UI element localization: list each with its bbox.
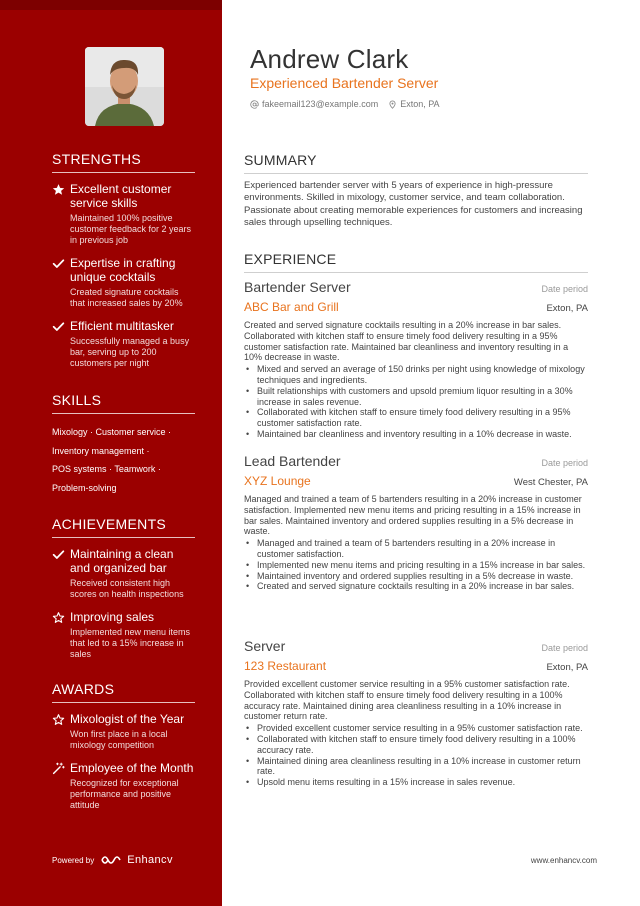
- job-bullets: [244, 538, 588, 592]
- strengths-title: STRENGTHS: [52, 151, 195, 173]
- company-name: ABC Bar and Grill: [244, 300, 339, 314]
- star-outline-icon: [52, 713, 65, 726]
- job-entry: [244, 279, 588, 440]
- star-icon: [52, 183, 65, 196]
- job-bullet: • Built relationships with customers and upsold premium liquor resulting in a 30% increase in sales revenue.: [244, 386, 588, 408]
- job-entry: [244, 638, 588, 788]
- strengths-section: [52, 151, 195, 379]
- contact-location: Exton, PA: [400, 99, 440, 109]
- skills-line: Inventory management ·: [52, 445, 150, 456]
- contact-row: [250, 99, 440, 109]
- strength-title: Expertise in crafting unique cocktails: [70, 256, 176, 284]
- powered-by-label: Powered by: [52, 855, 95, 865]
- job-bullet: • Managed and trained a team of 5 bartenders resulting in a 20% increase in customer satisfaction.: [244, 538, 588, 560]
- star-outline-icon: [52, 611, 65, 624]
- job-bullets: [244, 364, 588, 440]
- check-icon: [52, 257, 65, 270]
- sidebar: [0, 0, 222, 906]
- brand-name: Enhancv: [127, 854, 173, 866]
- check-icon: [52, 548, 65, 561]
- strength-title: Efficient multitasker: [70, 319, 174, 333]
- job-title: Server: [244, 638, 286, 654]
- powered-by: [52, 854, 173, 866]
- achievement-desc: Received consistent high scores on health inspections: [70, 578, 184, 599]
- company-name: XYZ Lounge: [244, 474, 311, 488]
- achievement-desc: Implemented new menu items that led to a 15% increase in sales: [70, 627, 191, 659]
- award-item: [52, 761, 195, 811]
- job-bullet: • Upsold menu items resulting in a 15% increase in sales revenue.: [244, 777, 588, 788]
- job-bullet: • Maintained bar cleanliness and inventory resulting in a 10% decrease in waste.: [244, 429, 588, 440]
- contact-email[interactable]: fakeemail123@example.com: [262, 99, 379, 109]
- candidate-name: Andrew Clark: [250, 44, 409, 74]
- sidebar-top-bar: [0, 0, 222, 10]
- award-title: Employee of the Month: [70, 761, 194, 775]
- awards-title: AWARDS: [52, 681, 195, 703]
- achievements-section: [52, 516, 195, 670]
- check-icon: [52, 320, 65, 333]
- candidate-role: Experienced Bartender Server: [250, 75, 439, 91]
- skills-title: SKILLS: [52, 392, 195, 414]
- award-desc: Won first place in a local mixology competition: [70, 729, 168, 750]
- achievement-item: [52, 610, 195, 660]
- job-location: Exton, PA: [546, 303, 588, 314]
- magic-wand-icon: [52, 762, 65, 775]
- job-description: Provided excellent customer service resulting in a 95% customer satisfaction rate. Collaborated with kitchen staff to ensure timely food delivery resulting in a 100% accuracy rate. Maintained dining area cleanliness resulting in a 10% increase in customer return rate.: [244, 679, 570, 722]
- brand-logo[interactable]: [100, 854, 173, 866]
- job-date: Date period: [541, 284, 588, 294]
- job-entry: [244, 453, 588, 592]
- strength-title: Excellent customer service skills: [70, 182, 172, 210]
- strength-item: [52, 256, 195, 309]
- website-link[interactable]: www.enhancv.com: [530, 856, 597, 865]
- strength-desc: Created signature cocktails that increased sales by 20%: [70, 287, 183, 308]
- at-sign-icon: [250, 100, 259, 109]
- skills-section: [52, 392, 195, 497]
- award-title: Mixologist of the Year: [70, 712, 185, 726]
- experience-title: EXPERIENCE: [244, 251, 588, 273]
- job-bullets: [244, 723, 588, 788]
- location-pin-icon: [388, 100, 397, 109]
- award-desc: Recognized for exceptional performance and positive attitude: [70, 778, 179, 810]
- job-bullet: • Maintained dining area cleanliness resulting in a 10% increase in customer return rate.: [244, 756, 588, 778]
- strength-desc: Maintained 100% positive customer feedback for 2 years in previous job: [70, 213, 192, 245]
- job-bullet: • Provided excellent customer service resulting in a 95% customer satisfaction rate.: [244, 723, 588, 734]
- job-bullet: • Mixed and served an average of 150 drinks per night using knowledge of mixology techniques and ingredients.: [244, 364, 588, 386]
- skills-line: Mixology · Customer service ·: [52, 427, 172, 437]
- achievements-title: ACHIEVEMENTS: [52, 516, 195, 538]
- strength-item: [52, 319, 195, 369]
- job-title: Bartender Server: [244, 279, 351, 295]
- summary-title: SUMMARY: [244, 152, 588, 174]
- summary-text: Experienced bartender server with 5 years of experience in high-pressure environments. Skilled in mixology, customer service, and team collaboration. Passionate about creating memorable experiences for customers and increasing sales through upselling techniques.: [244, 180, 583, 228]
- strength-item: [52, 182, 195, 246]
- job-description: Created and served signature cocktails resulting in a 20% increase in bar sales. Collaborated with kitchen staff to ensure timely food delivery resulting in a 95% customer satisfaction rate. Maintained bar cleanliness and inventory resulting in a 10% decrease in waste.: [244, 320, 569, 363]
- job-bullet: • Collaborated with kitchen staff to ensure timely food delivery resulting in a 95% customer satisfaction rate.: [244, 407, 588, 429]
- achievement-title: Maintaining a clean and organized bar: [70, 547, 174, 575]
- job-location: Exton, PA: [546, 662, 588, 673]
- enhancv-logo-icon: [100, 854, 122, 866]
- job-bullet: • Implemented new menu items and pricing resulting in a 15% increase in bar sales.: [244, 560, 588, 571]
- company-name: 123 Restaurant: [244, 659, 327, 673]
- award-item: [52, 712, 195, 751]
- job-bullet: • Maintained inventory and ordered supplies resulting in a 5% decrease in waste.: [244, 571, 588, 582]
- skills-line: Problem-solving: [52, 482, 117, 493]
- strength-desc: Successfully managed a busy bar, serving up to 200 customers per night: [70, 336, 190, 368]
- job-bullet: • Collaborated with kitchen staff to ensure timely food delivery resulting in a 100% accuracy rate.: [244, 734, 588, 756]
- job-date: Date period: [541, 643, 588, 653]
- achievement-title: Improving sales: [70, 610, 155, 624]
- awards-section: [52, 681, 195, 821]
- achievement-item: [52, 547, 195, 600]
- profile-photo: [85, 47, 164, 126]
- job-location: West Chester, PA: [513, 477, 588, 488]
- job-bullet: • Created and served signature cocktails resulting in a 20% increase in bar sales.: [244, 581, 588, 592]
- job-date: Date period: [541, 458, 588, 468]
- job-description: Managed and trained a team of 5 bartenders resulting in a 20% increase in customer satisfaction. Implemented new menu items and pricing resulting in a 15% increase in bar sales. Maintained inventory and ordered supplies resulting in a 5% decrease in waste.: [244, 494, 582, 537]
- skills-line: POS systems · Teamwork ·: [52, 464, 161, 474]
- job-title: Lead Bartender: [244, 453, 341, 469]
